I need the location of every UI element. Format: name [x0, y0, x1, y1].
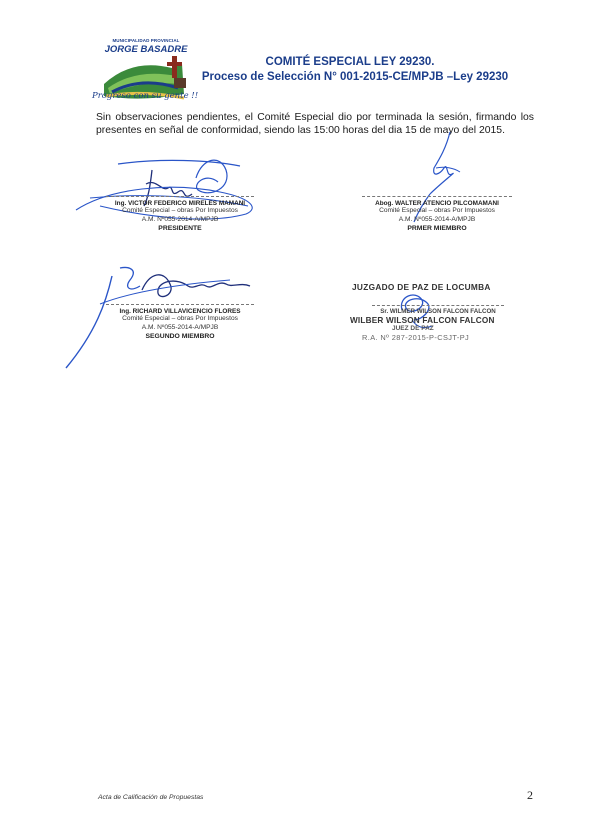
logo-small-text: MUNICIPALIDAD PROVINCIAL [112, 38, 180, 43]
signer-name: Ing. VICTOR FEDERICO MIRELES MAMANI [114, 200, 246, 207]
signer-committee: Comité Especial – obras Por Impuestos [122, 207, 238, 214]
logo-slogan: Progreso con su gente !! [92, 91, 199, 101]
signature-block-second-member [106, 304, 254, 340]
stamp-judge-name: WILBER WILSON FALCON FALCON [350, 316, 495, 325]
signature-block-president [106, 196, 254, 232]
stamp-judge-role: JUEZ DE PAZ [392, 325, 434, 332]
stamp-court-title: JUZGADO DE PAZ DE LOCUMBA [352, 282, 491, 292]
signature-block-first-member [362, 196, 512, 232]
signer-resolution: A.M. Nº055-2014-A/MPJB [398, 215, 476, 223]
stamp-signature-line [372, 305, 504, 306]
closing-paragraph: Sin observaciones pendientes, el Comité Especial dio por terminada la sesión, firmando los presentes en señal de conformidad, siendo las 15:00 horas del dia 15 de mayo del 2015. [96, 112, 534, 136]
logo-main-text: JORGE BASADRE [104, 44, 188, 55]
signature-line [362, 196, 512, 197]
document-subtitle: Proceso de Selección N° 001-2015-CE/MPJB –Ley 29230 [201, 71, 509, 83]
signer-role: PRMER MIEMBRO [407, 225, 467, 232]
signer-name: Abog. WALTER ATENCIO PILCOMAMANI [375, 200, 499, 207]
stamp-signer-line: Sr. WILMER WILSON FALCON FALCON [380, 308, 496, 315]
signer-resolution: A.M. Nº055-2014-A/MPJB [141, 323, 219, 331]
signer-committee: Comité Especial – obras Por Impuestos [379, 207, 495, 214]
signature-line [106, 196, 254, 197]
stamp-resolution: R.A. Nº 287-2015-P-CSJT-PJ [362, 333, 470, 342]
signer-name: Ing. RICHARD VILLAVICENCIO FLORES [119, 308, 241, 315]
signer-committee: Comité Especial – obras Por Impuestos [122, 315, 238, 322]
signer-role: PRESIDENTE [158, 225, 202, 232]
signer-role: SEGUNDO MIEMBRO [145, 333, 215, 340]
signature-line [106, 304, 254, 305]
page-number: 2 [527, 788, 533, 802]
footer-document-name: Acta de Calificación de Propuestas [98, 794, 204, 801]
document-title: COMITÉ ESPECIAL LEY 29230. [265, 56, 435, 68]
signer-resolution: A.M. Nº055-2014-A/MPJB [141, 215, 219, 223]
